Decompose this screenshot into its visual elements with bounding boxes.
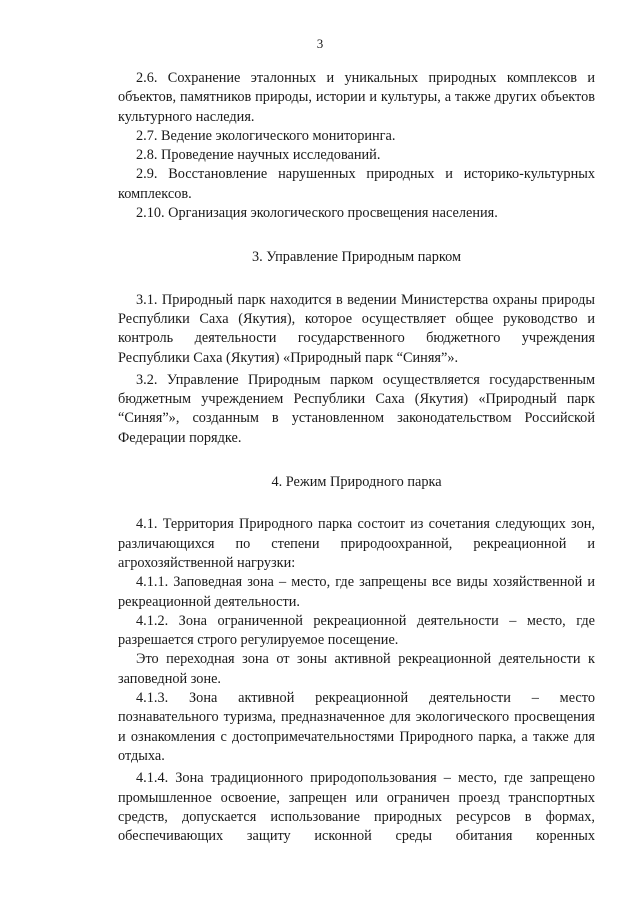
document-body [118, 69, 595, 846]
paragraph-4-1-2: 4.1.2. Зона ограниченной рекреационной деятельности – место, где разрешается строго регулируемое посещение. [118, 612, 595, 649]
paragraph-4-1: 4.1. Территория Природного парка состоит из сочетания следующих зон, различающихся по степени природоохранной, рекреационной и агрохозяйственной нагрузки: [118, 516, 595, 571]
paragraph-2-10: 2.10. Организация экологического просвещения населения. [136, 205, 498, 222]
page-number: 3 [316, 36, 324, 51]
paragraph-2-8: 2.8. Проведение научных исследований. [136, 147, 381, 164]
paragraph-4-1-1: 4.1.1. Заповедная зона – место, где запрещены все виды хозяйственной и рекреационной деятельности. [118, 574, 595, 610]
paragraph-3-2: 3.2. Управление Природным парком осуществляется государственным бюджетным учреждением Республики Саха (Якутия) «Природный парк “Синяя”», созданным в установленном законодательством Российской Федерации порядке. [118, 371, 595, 446]
paragraph-2-9: 2.9. Восстановление нарушенных природных и историко-культурных комплексов. [118, 166, 595, 202]
paragraph-transition-zone: Это переходная зона от зоны активной рекреационной деятельности к заповедной зоне. [118, 651, 595, 687]
section-heading-4: 4. Режим Природного парка [271, 474, 442, 491]
section-heading-3: 3. Управление Природным парком [251, 249, 462, 266]
paragraph-2-6: 2.6. Сохранение эталонных и уникальных природных комплексов и объектов, памятников природы, истории и культуры, а также других объектов культурного наследия. [118, 70, 595, 125]
paragraph-3-1: 3.1. Природный парк находится в ведении Министерства охраны природы Республики Саха (Якутия), которое осуществляет общее руководство и контроль деятельности государственного бюджетного учреждения Республики Саха (Якутия) «Природный парк “Синяя”». [118, 291, 595, 366]
paragraph-2-7: 2.7. Ведение экологического мониторинга. [136, 127, 396, 144]
paragraph-4-1-4: 4.1.4. Зона традиционного природопользования – место, где запрещено промышленное освоение, запрещен или ограничен проезд транспортных средств, допускается использование природных ресурсов в формах, обеспечивающих защиту исконной среды обитания коренных [118, 770, 595, 845]
paragraph-4-1-3: 4.1.3. Зона активной рекреационной деятельности – место познавательного туризма, предназначенное для экологического просвещения и ознакомления с достопримечательностями Природного парка, а также для отдыха. [118, 690, 595, 764]
